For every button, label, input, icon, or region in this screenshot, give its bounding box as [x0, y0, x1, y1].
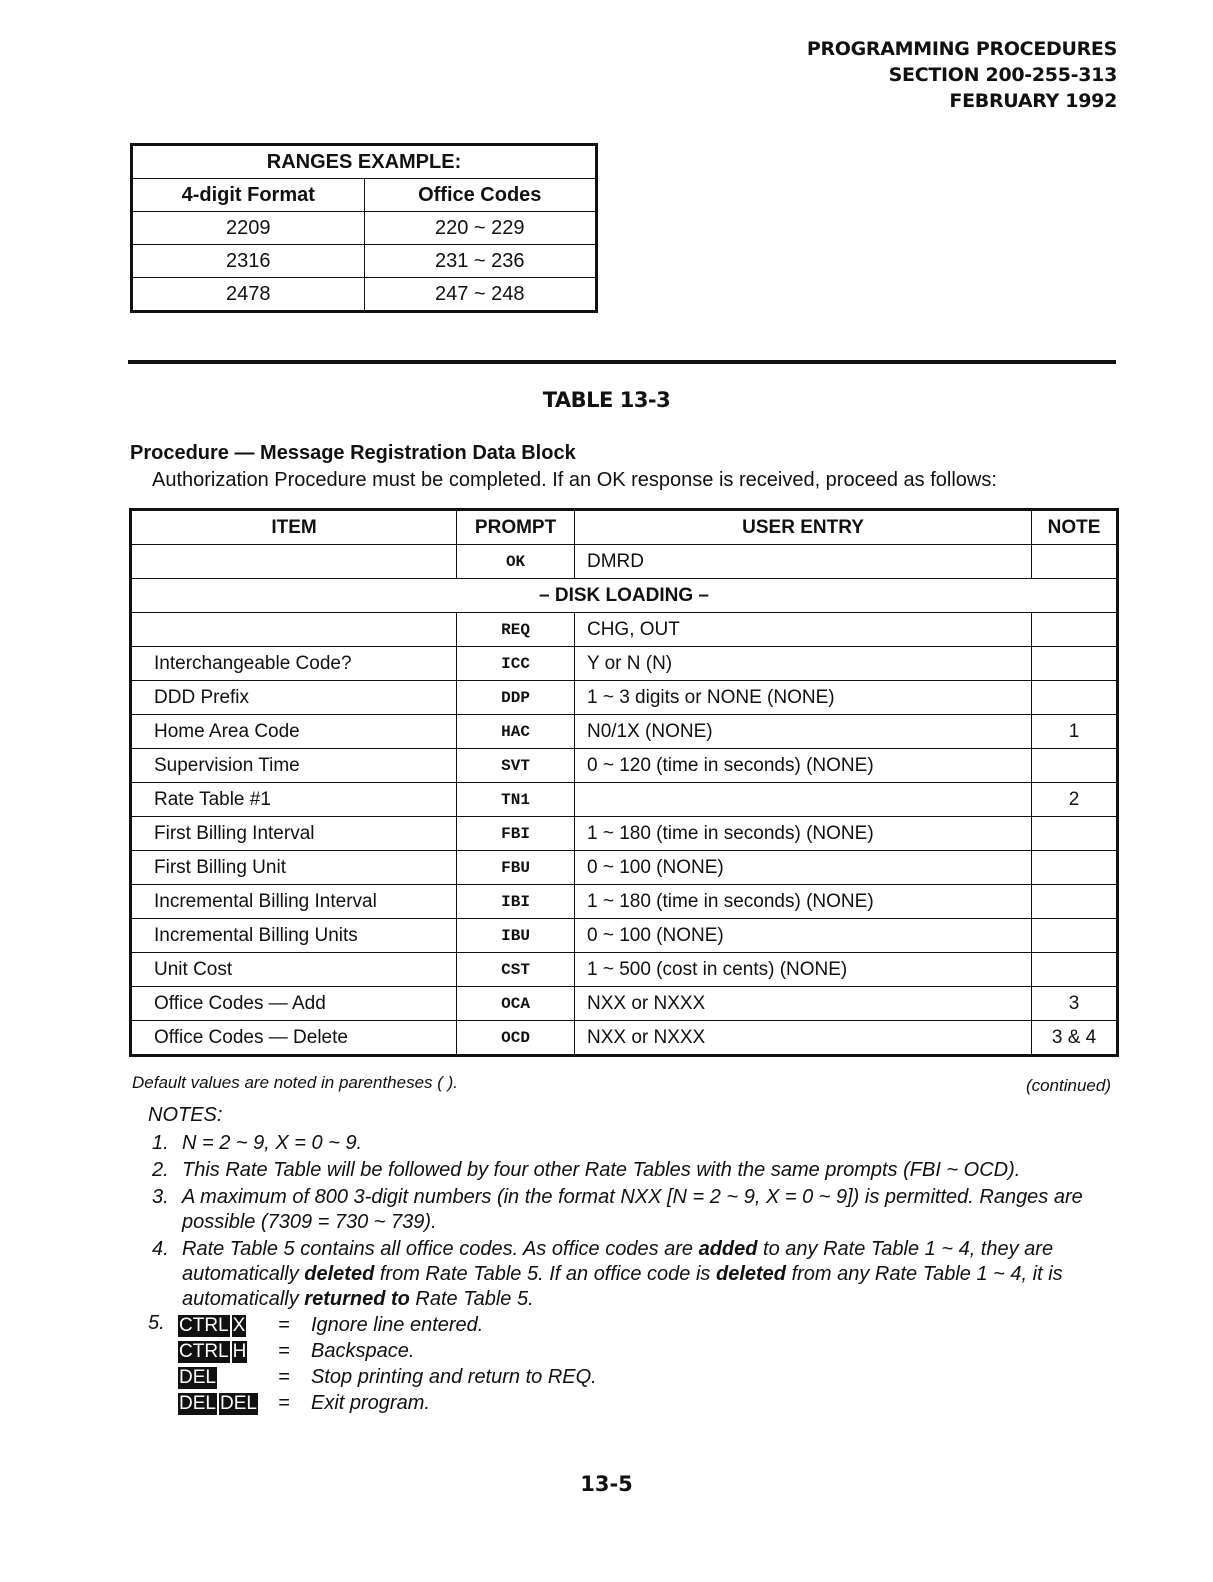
item-cell: Interchangeable Code?: [131, 647, 457, 681]
col-prompt: PROMPT: [457, 510, 575, 545]
prompt-cell: IBI: [457, 885, 575, 919]
prompt-cell: OK: [457, 545, 575, 579]
col-note: NOTE: [1032, 510, 1118, 545]
key-description: Ignore line entered.: [311, 1314, 484, 1336]
entry-cell: CHG, OUT: [574, 613, 1031, 647]
header-date: FEBRUARY 1992: [949, 90, 1117, 112]
note-cell: [1032, 953, 1118, 987]
ranges-title: RANGES EXAMPLE:: [132, 145, 597, 179]
prompt-cell: HAC: [457, 715, 575, 749]
entry-cell: 1 ~ 180 (time in seconds) (NONE): [574, 817, 1031, 851]
prompt-cell: FBI: [457, 817, 575, 851]
equals-sign: =: [278, 1340, 290, 1362]
note-4: [152, 1237, 1063, 1310]
item-cell: Rate Table #1: [131, 783, 457, 817]
table-row: [131, 783, 1118, 817]
table-row: [131, 1021, 1118, 1056]
entry-cell: 1 ~ 3 digits or NONE (NONE): [574, 681, 1031, 715]
note-cell: [1032, 545, 1118, 579]
entry-cell: N0/1X (NONE): [574, 715, 1031, 749]
note-cell: 3: [1032, 987, 1118, 1021]
note-cell: 2: [1032, 783, 1118, 817]
procedure-rows: [131, 613, 1118, 1056]
header-title: PROGRAMMING PROCEDURES: [806, 38, 1117, 60]
table-row: [131, 545, 1118, 579]
key-del: DEL: [179, 1393, 216, 1414]
table-row: [131, 987, 1118, 1021]
entry-cell: 0 ~ 120 (time in seconds) (NONE): [574, 749, 1031, 783]
key-ctrl: CTRL: [179, 1315, 229, 1336]
note-number: 3.: [152, 1186, 169, 1208]
equals-sign: =: [278, 1314, 290, 1336]
note-text: A maximum of 800 3-digit numbers (in the format NXX [N = 2 ~ 9, X = 0 ~ 9]) is permitted. Ranges are possible (7309 = 730 ~ 739).: [182, 1186, 1083, 1233]
note-5-number: 5.: [148, 1312, 165, 1334]
page-header: [807, 36, 1117, 114]
key-description: Exit program.: [311, 1392, 430, 1414]
item-cell: Office Codes — Add: [131, 987, 457, 1021]
note-3: [152, 1185, 1083, 1233]
item-cell: Unit Cost: [131, 953, 457, 987]
ranges-codes-cell: 231 ~ 236: [364, 245, 597, 278]
prompt-cell: CST: [457, 953, 575, 987]
section-divider: [128, 360, 1116, 364]
entry-cell: 1 ~ 180 (time in seconds) (NONE): [574, 885, 1031, 919]
table-row: [132, 245, 597, 278]
item-cell: First Billing Unit: [131, 851, 457, 885]
table-row: [131, 681, 1118, 715]
table-row: [131, 817, 1118, 851]
entry-cell: 0 ~ 100 (NONE): [574, 851, 1031, 885]
prompt-cell: REQ: [457, 613, 575, 647]
col-item: ITEM: [131, 510, 457, 545]
item-cell: [131, 545, 457, 579]
key-description: Backspace.: [311, 1340, 415, 1362]
ranges-format-cell: 2316: [132, 245, 365, 278]
note-1: [152, 1131, 363, 1156]
continued-label: (continued): [1025, 1076, 1111, 1095]
ranges-col-codes: Office Codes: [364, 179, 597, 212]
table-title: TABLE 13-3: [542, 388, 671, 412]
note-cell: 3 & 4: [1032, 1021, 1118, 1056]
item-cell: Home Area Code: [131, 715, 457, 749]
table-row: [131, 647, 1118, 681]
note-number: 1.: [152, 1132, 169, 1154]
note-cell: [1032, 817, 1118, 851]
note-cell: [1032, 885, 1118, 919]
note-cell: [1032, 919, 1118, 953]
entry-cell: [574, 783, 1031, 817]
ranges-format-cell: 2209: [132, 212, 365, 245]
entry-cell: 0 ~ 100 (NONE): [574, 919, 1031, 953]
table-row: [131, 715, 1118, 749]
prompt-cell: FBU: [457, 851, 575, 885]
note-number: 2.: [152, 1159, 169, 1181]
ranges-codes-cell: 247 ~ 248: [364, 278, 597, 312]
table-row: [132, 278, 597, 312]
table-row: [131, 613, 1118, 647]
table-row: [131, 749, 1118, 783]
note-cell: [1032, 851, 1118, 885]
key-x: X: [232, 1315, 246, 1336]
key-del-second: DEL: [219, 1393, 257, 1414]
prompt-cell: TN1: [457, 783, 575, 817]
table-row: [131, 919, 1118, 953]
prompt-cell: IBU: [457, 919, 575, 953]
page-number: 13-5: [580, 1472, 633, 1496]
disk-loading-label: – DISK LOADING –: [131, 579, 1118, 613]
note-cell: [1032, 749, 1118, 783]
note-2: [152, 1158, 1021, 1183]
header-section: SECTION 200-255-313: [888, 64, 1117, 86]
item-cell: Incremental Billing Units: [131, 919, 457, 953]
entry-cell: DMRD: [574, 545, 1031, 579]
entry-cell: 1 ~ 500 (cost in cents) (NONE): [574, 953, 1031, 987]
disk-loading-row: [131, 579, 1118, 613]
entry-cell: Y or N (N): [574, 647, 1031, 681]
prompt-cell: SVT: [457, 749, 575, 783]
ranges-format-cell: 2478: [132, 278, 365, 312]
item-cell: First Billing Interval: [131, 817, 457, 851]
key-ctrl: CTRL: [179, 1341, 229, 1362]
item-cell: [131, 613, 457, 647]
procedure-table: [129, 508, 1119, 1057]
prompt-cell: OCD: [457, 1021, 575, 1056]
note-text: N = 2 ~ 9, X = 0 ~ 9.: [182, 1132, 363, 1154]
note-cell: [1032, 681, 1118, 715]
entry-cell: NXX or NXXX: [574, 987, 1031, 1021]
note-cell: [1032, 613, 1118, 647]
prompt-cell: OCA: [457, 987, 575, 1021]
ranges-codes-cell: 220 ~ 229: [364, 212, 597, 245]
table-row: [131, 885, 1118, 919]
item-cell: Office Codes — Delete: [131, 1021, 457, 1056]
item-cell: Incremental Billing Interval: [131, 885, 457, 919]
default-values-footnote: Default values are noted in parentheses ( ).: [132, 1073, 459, 1092]
equals-sign: =: [278, 1366, 290, 1388]
item-cell: DDD Prefix: [131, 681, 457, 715]
equals-sign: =: [278, 1392, 290, 1414]
note-number: 4.: [152, 1238, 169, 1260]
table-row: [132, 212, 597, 245]
procedure-subtitle: Authorization Procedure must be completed. If an OK response is received, proceed as follows:: [152, 469, 997, 491]
note-cell: 1: [1032, 715, 1118, 749]
key-description: Stop printing and return to REQ.: [311, 1366, 597, 1388]
procedure-title: Procedure — Message Registration Data Block: [130, 442, 576, 464]
prompt-cell: ICC: [457, 647, 575, 681]
col-user-entry: USER ENTRY: [574, 510, 1031, 545]
ranges-example-table: [130, 143, 598, 313]
key-h: H: [232, 1341, 247, 1362]
note-cell: [1032, 647, 1118, 681]
table-row: [131, 851, 1118, 885]
note-text: Rate Table 5 contains all office codes. As office codes are added to any Rate Table 1 ~ 4, they are automatically deleted from Rate Table 5. If an office code is deleted from any Rate Table 1 ~ 4, it is automatically returned to Rate Table 5.: [182, 1238, 1063, 1310]
table-row: [131, 953, 1118, 987]
notes-title: NOTES:: [148, 1104, 223, 1126]
ranges-col-format: 4-digit Format: [132, 179, 365, 212]
key-del: DEL: [179, 1367, 216, 1388]
item-cell: Supervision Time: [131, 749, 457, 783]
note-text: This Rate Table will be followed by four other Rate Tables with the same prompts (FBI ~ OCD).: [182, 1159, 1021, 1181]
prompt-cell: DDP: [457, 681, 575, 715]
entry-cell: NXX or NXXX: [574, 1021, 1031, 1056]
